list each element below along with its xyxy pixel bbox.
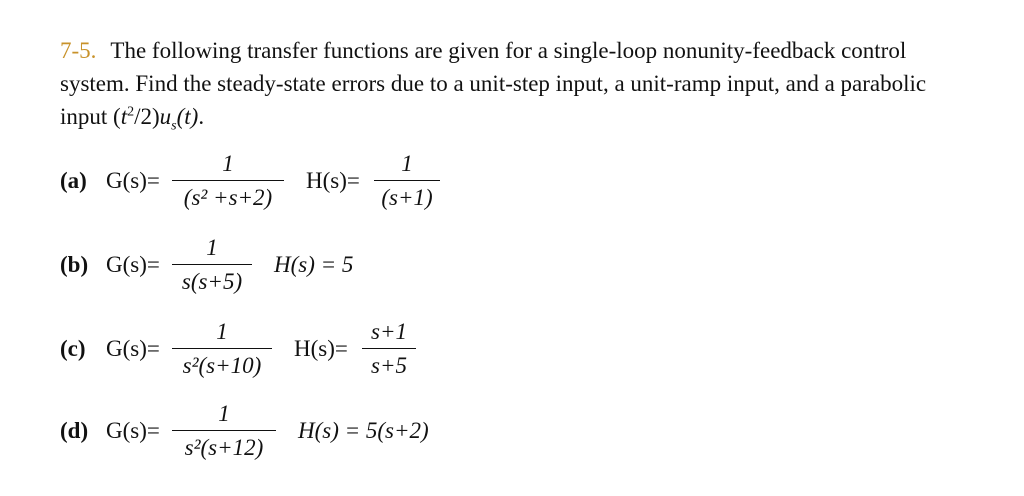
part-label: (b) [60, 252, 89, 277]
part-d [60, 398, 760, 478]
g-fraction [172, 150, 284, 212]
g-lhs: G(s)= [106, 168, 160, 193]
part-label: (a) [60, 168, 87, 193]
over-two: /2) [134, 104, 160, 129]
part-a [60, 148, 760, 228]
problem-number: 7-5. [60, 38, 97, 63]
h-expression: H(s) = 5(s+2) [298, 418, 429, 443]
part-label: (d) [60, 418, 89, 443]
g-numerator: 1 [222, 151, 234, 176]
part-label: (c) [60, 336, 86, 361]
h-expression: H(s) = 5 [274, 252, 354, 277]
g-fraction [172, 400, 276, 462]
fraction-bar [374, 180, 440, 181]
problem-text-main: The following transfer functions are given for a single-loop nonunity-feedback control system. Find the steady-state errors due to a unit-step input, a unit-ramp input, and a parabolic input ( [60, 38, 927, 129]
u-symbol: u [159, 104, 172, 129]
g-numerator: 1 [218, 401, 230, 426]
g-fraction [172, 318, 272, 380]
fraction-bar [172, 180, 284, 181]
fraction-bar [362, 348, 416, 349]
h-lhs: H(s)= [294, 336, 348, 361]
part-c [60, 316, 760, 396]
fraction-bar [172, 264, 252, 265]
g-lhs: G(s)= [106, 418, 160, 443]
t-exponent: 2 [127, 104, 135, 120]
h-numerator: 1 [401, 151, 413, 176]
g-denominator: (s² +s+2) [183, 185, 273, 210]
g-numerator: 1 [216, 319, 228, 344]
fraction-bar [172, 430, 276, 431]
problem-end: . [198, 104, 205, 129]
g-lhs: G(s)= [106, 336, 160, 361]
u-subscript: s [171, 118, 177, 134]
u-argument: (t) [176, 104, 199, 129]
problem-statement [60, 34, 960, 133]
g-lhs: G(s)= [106, 252, 160, 277]
h-numerator: s+1 [371, 319, 407, 344]
g-numerator: 1 [206, 235, 218, 260]
h-fraction [374, 150, 440, 212]
g-denominator: s²(s+12) [184, 435, 264, 460]
g-fraction [172, 234, 252, 296]
h-denominator: s+5 [371, 353, 407, 378]
g-denominator: s²(s+10) [182, 353, 262, 378]
h-denominator: (s+1) [381, 185, 433, 210]
g-denominator: s(s+5) [181, 269, 243, 294]
t-variable: t [120, 104, 128, 129]
h-fraction [362, 318, 416, 380]
part-b [60, 232, 760, 312]
fraction-bar [172, 348, 272, 349]
h-lhs: H(s)= [306, 168, 360, 193]
